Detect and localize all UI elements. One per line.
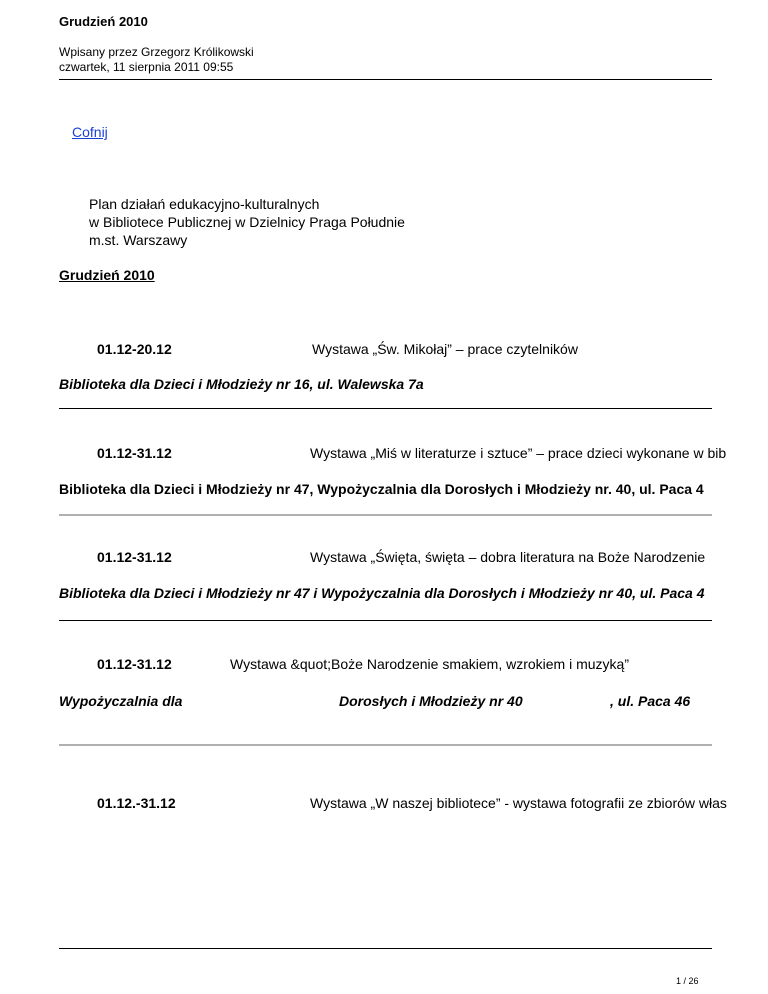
event-date: 01.12-31.12: [97, 549, 172, 565]
plan-line-2: w Bibliotece Publicznej w Dzielnicy Praga Południe: [89, 214, 405, 230]
author-line: Wpisany przez Grzegorz Królikowski: [59, 45, 254, 59]
page-title: Grudzień 2010: [59, 14, 148, 29]
page-number: 1 / 26: [676, 976, 699, 986]
header-divider: [59, 79, 712, 80]
event-date: 01.12-20.12: [97, 341, 172, 357]
event-date: 01.12.-31.12: [97, 795, 176, 811]
event-divider: [59, 514, 712, 516]
event-description: Wystawa „Święta, święta – dobra literatura na Boże Narodzenie: [310, 549, 706, 565]
event-location-part: Dorosłych i Młodzieży nr 40: [339, 693, 523, 709]
plan-line-3: m.st. Warszawy: [89, 232, 188, 248]
event-location: Biblioteka dla Dzieci i Młodzieży nr 47 i Wypożyczalnia dla Dorosłych i Młodzieży nr 40, ul. Paca 4: [59, 585, 705, 601]
event-divider: [59, 744, 712, 746]
footer-divider: [59, 948, 712, 949]
event-location: Biblioteka dla Dzieci i Młodzieży nr 47, Wypożyczalnia dla Dorosłych i Młodzieży nr. 40, ul. Paca 4: [59, 481, 704, 497]
event-description: Wystawa „Miś w literaturze i sztuce” – prace dzieci wykonane w bib: [310, 445, 727, 461]
event-location-part: , ul. Paca 46: [610, 693, 691, 709]
back-link[interactable]: Cofnij: [72, 124, 108, 140]
event-divider: [59, 408, 712, 409]
plan-line-1: Plan działań edukacyjno-kulturalnych: [89, 196, 320, 212]
date-line: czwartek, 11 sierpnia 2011 09:55: [59, 60, 234, 74]
event-location-part: Wypożyczalnia dla: [59, 693, 183, 709]
event-location: Biblioteka dla Dzieci i Młodzieży nr 16, ul. Walewska 7a: [59, 376, 424, 392]
event-description: Wystawa &quot;Boże Narodzenie smakiem, wzrokiem i muzyką”: [230, 656, 630, 672]
event-date: 01.12-31.12: [97, 445, 172, 461]
event-description: Wystawa „Św. Mikołaj” – prace czytelników: [312, 341, 578, 357]
section-heading: Grudzień 2010: [59, 267, 155, 283]
event-divider: [59, 620, 712, 621]
event-date: 01.12-31.12: [97, 656, 172, 672]
event-description: Wystawa „W naszej bibliotece” - wystawa fotografii ze zbiorów włas: [310, 795, 727, 811]
